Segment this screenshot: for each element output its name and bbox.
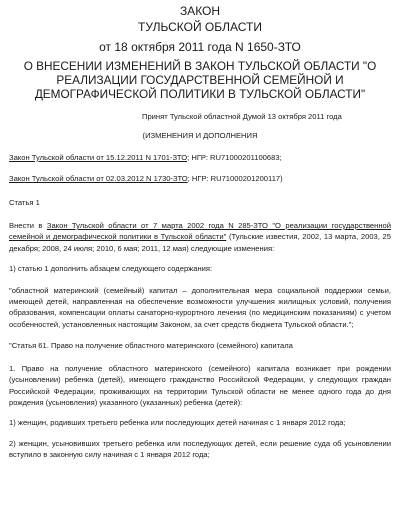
base-law-link[interactable]: Закон Тульской области от 7 марта 2002 года N 285-ЗТО "О реализации государственной семейной и демографической политики в Тульской области" — [9, 221, 391, 242]
quote-definition: "областной материнский (семейный) капитал – дополнительная мера социальной поддержки семьи, имеющей детей, направленная на обеспечение возможности улучшения жилищных условий, получения образования, компенсации оплаты санаторно-курортного лечения (по медицинским показаниям) с учетом особенностей, установленных настоящим Законом, за счет средств бюджета Тульской области."; — [9, 285, 391, 329]
law-label: ЗАКОН — [179, 4, 221, 18]
amendments-heading: (ИЗМЕНЕНИЯ И ДОПОЛНЕНИЯ — [142, 131, 258, 141]
article-61-para-1: 1. Право на получение областного материнского (семейного) капитала возникает при рождении (усыновлении) ребенка (детей), имеющего гражданство Российской Федерации, у следующих граждан Российской Федерации, проживающих на территории Тульской области не менее одного года до дня рождения (усыновления) указанного (указанных) ребенка (детей): — [9, 363, 391, 407]
law-date-number: от 18 октября 2011 года N 1650-ЗТО — [99, 40, 301, 54]
amendment-link-1[interactable]: Закон Тульской области от 15.12.2011 N 1701-ЗТО — [9, 152, 188, 162]
region-label: ТУЛЬСКОЙ ОБЛАСТИ — [138, 20, 262, 34]
amendment-link-2[interactable]: Закон Тульской области от 02.03.2012 N 1730-ЗТО — [9, 174, 188, 184]
adoption-note: Принят Тульской областной Думой 13 октября 2011 года — [142, 112, 342, 121]
law-title-line-1: О ВНЕСЕНИИ ИЗМЕНЕНИЙ В ЗАКОН ТУЛЬСКОЙ ОБЛАСТИ "О — [23, 59, 377, 73]
law-title-line-3: ДЕМОГРАФИЧЕСКОЙ ПОЛИТИКИ В ТУЛЬСКОЙ ОБЛАСТИ" — [34, 87, 366, 101]
article-61-sub-2: 2) женщин, усыновивших третьего ребенка или последующих детей, если решение суда об усыновлении вступило в законную силу начиная с 1 января 2012 года; — [9, 438, 391, 460]
article-1-heading: Статья 1 — [9, 197, 40, 207]
amendment-ref-1: Закон Тульской области от 15.12.2011 N 1701-ЗТО; НГР: RU71000201100683; — [9, 152, 282, 162]
intro-paragraph: Внести в Закон Тульской области от 7 марта 2002 года N 285-ЗТО "О реализации государственной семейной и демографической политики в Тульской области" (Тульские известия, 2002, 13 марта, 2003, 25 декабря; 2008, 24 июля; 2010, 6 мая; 2011, 12 мая) следующие изменения: — [9, 221, 391, 253]
article-61-heading: "Статья 61. Право на получение областного материнского (семейного) капитала — [9, 341, 293, 351]
item-1: 1) статью 1 дополнить абзацем следующего содержания: — [9, 264, 213, 274]
amendment-ref-2: Закон Тульской области от 02.03.2012 N 1730-ЗТО; НГР: RU71000201200117) — [9, 174, 283, 184]
article-61-sub-1: 1) женщин, родивших третьего ребенка или последующих детей начиная с 1 января 2012 года; — [9, 418, 346, 428]
law-title-line-2: РЕАЛИЗАЦИИ ГОСУДАРСТВЕННОЙ СЕМЕЙНОЙ И — [56, 73, 344, 87]
